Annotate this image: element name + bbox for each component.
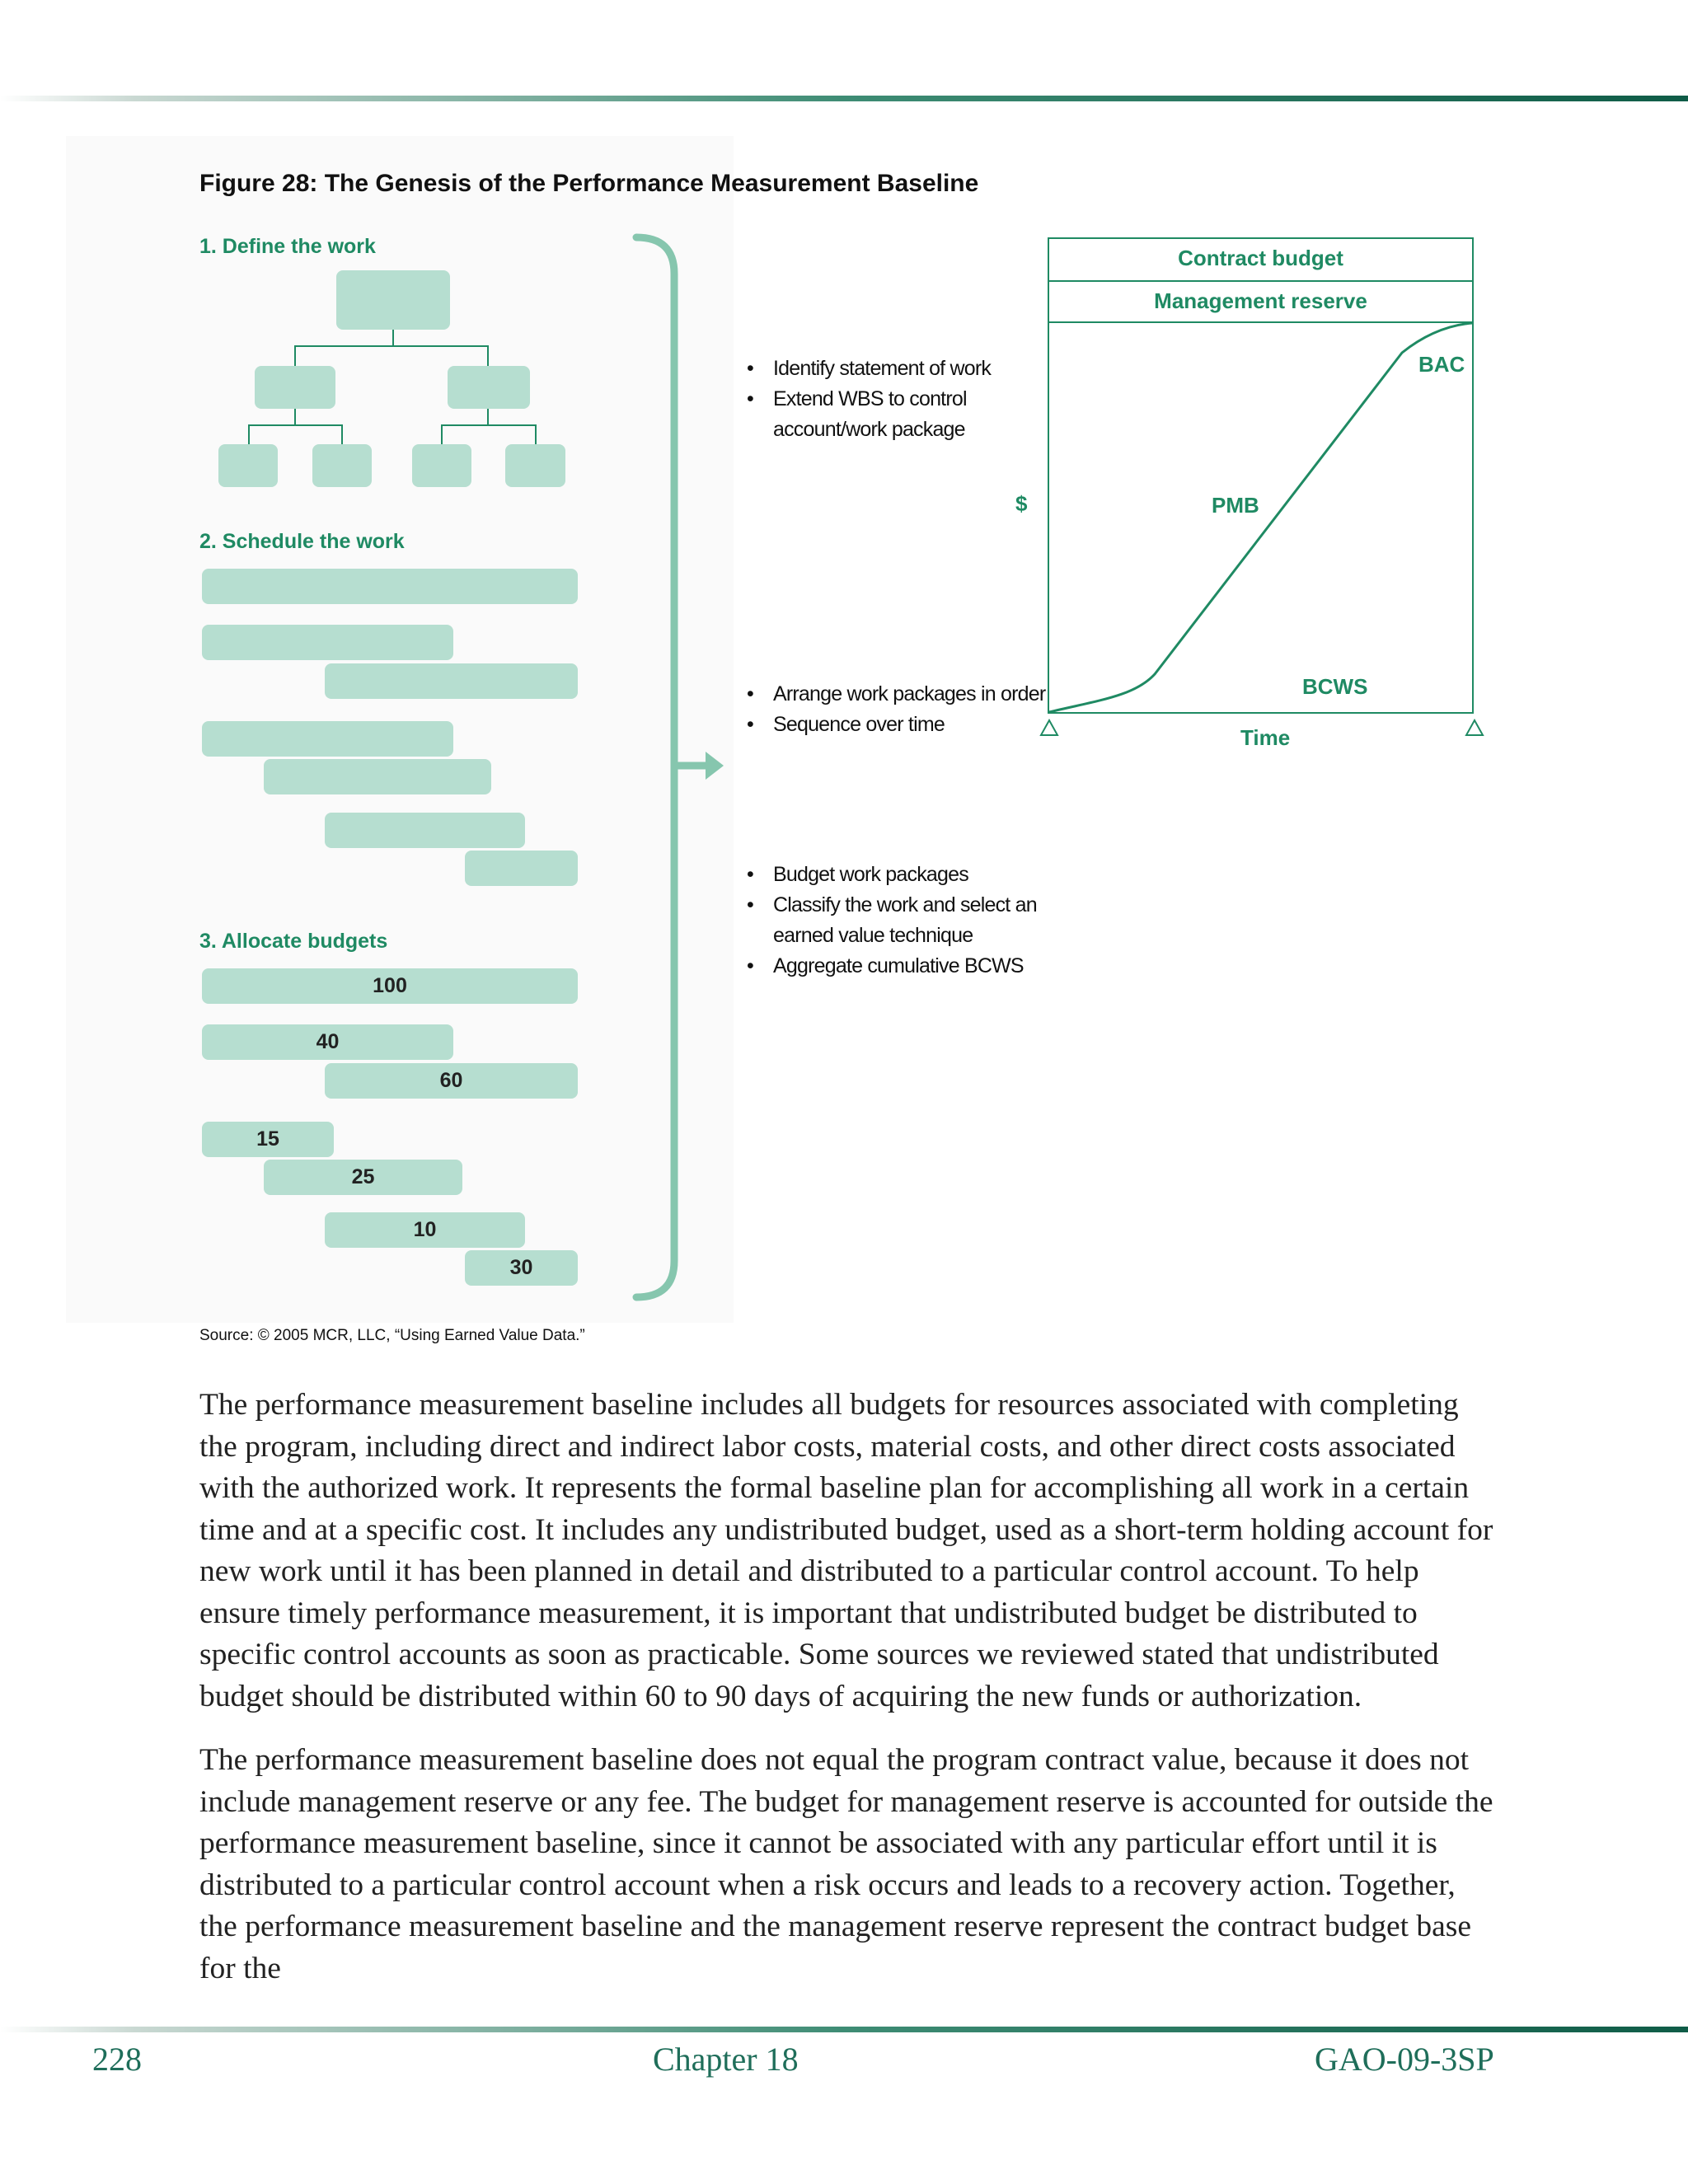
bcws-label: BCWS [1302,674,1368,699]
bullet-item: • Arrange work packages in order [740,679,1053,710]
figure-title: Figure 28: The Genesis of the Performance Measurement Baseline [199,170,979,197]
budget-bar: 10 [325,1212,525,1248]
chapter-label: Chapter 18 [653,2041,799,2078]
budget-bar: 60 [325,1063,578,1099]
bullet-item: • Sequence over time [740,710,1053,740]
header-rule [0,96,1688,101]
document-id: GAO-09-3SP [1315,2041,1494,2078]
step-allocate-title: 3. Allocate budgets [199,930,388,953]
budget-bar: 100 [202,968,578,1004]
step-define-title: 1. Define the work [199,235,376,258]
pmb-curve [1048,321,1474,714]
figure-source: Source: © 2005 MCR, LLC, “Using Earned Value Data.” [199,1327,585,1344]
y-axis-label: $ [1015,491,1028,516]
body-paragraph: The performance measurement baseline includes all budgets for resources associated with completing the program, including direct and indirect labor costs, material costs, and other direct costs associated with the authorized work. It represents the formal baseline plan for accomplishing all work in a certain time and at a specific cost. It includes any undistributed budget, used as a short-term holding account for new work until it has been planned in detail and distributed to a particular control account. To help ensure timely performance measurement, it is important that undistributed budget be distributed to specific control accounts as soon as practicable. Some sources we reviewed stated that undistributed budget should be distributed within 60 to 90 days of acquiring the new funds or authorization. [199,1388,1493,1713]
x-axis-label: Time [1240,725,1291,750]
bullet-item: • Aggregate cumulative BCWS [740,951,1053,982]
page-number: 228 [92,2041,142,2078]
define-bullets [740,354,1053,445]
step-schedule-title: 2. Schedule the work [199,530,405,553]
bracket [626,231,725,1310]
bullet-item: • Extend WBS to control account/work package [740,384,1053,445]
budget-bar: 40 [202,1024,453,1060]
contract-budget-label: Contract budget [1178,246,1343,270]
footer-rule [0,2027,1688,2032]
bullet-item: • Identify statement of work [740,354,1053,384]
pmb-label: PMB [1212,493,1259,518]
budget-bar: 15 [202,1122,334,1157]
start-milestone-icon [1039,719,1059,737]
budget-bar: 25 [264,1160,462,1195]
budget-bar: 30 [465,1250,578,1286]
management-reserve-label: Management reserve [1154,288,1367,313]
bullet-item: • Budget work packages [740,860,1053,890]
bac-label: BAC [1418,352,1465,377]
schedule-bullets [740,679,1053,740]
end-milestone-icon [1465,719,1484,737]
bullet-item: • Classify the work and select an earned value technique [740,890,1053,951]
body-paragraph: The performance measurement baseline does not equal the program contract value, because it does not include management reserve or any fee. The budget for management reserve is accounted for outside the performance measurement baseline, since it cannot be associated with any particular effort until it is distributed to a particular control account when a risk occurs and leads to a recovery action. Together, the performance measurement baseline and the management reserve represent the contract budget base for the [199,1743,1493,1985]
allocate-bullets [740,860,1053,982]
